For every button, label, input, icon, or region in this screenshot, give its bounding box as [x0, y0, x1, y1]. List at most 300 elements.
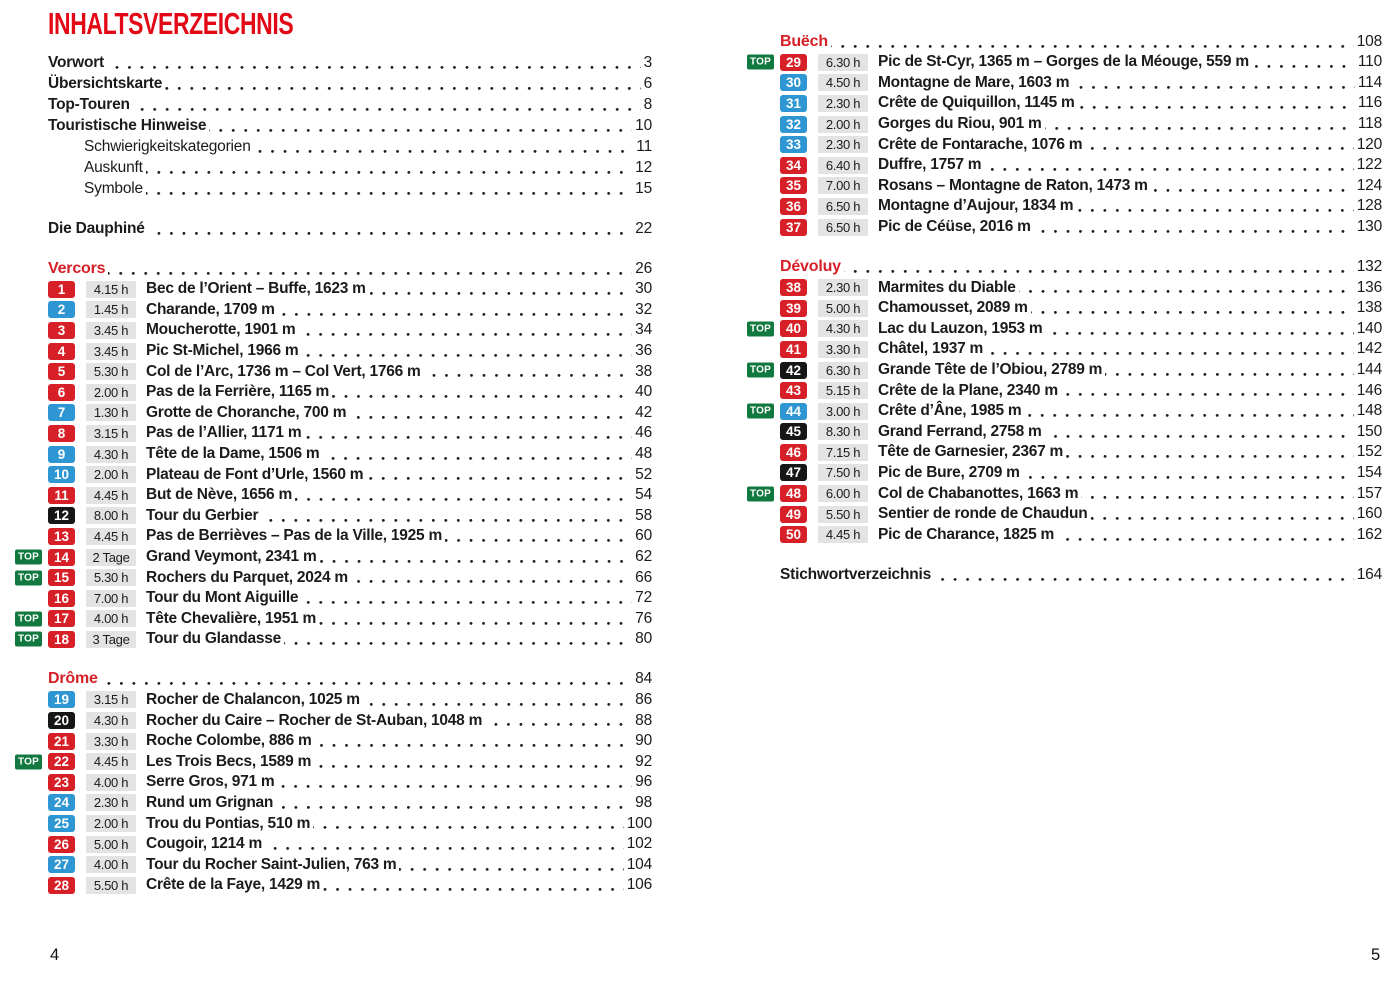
tour-title: Serre Gros, 971 m [146, 773, 275, 791]
section-page-number: 132 [1356, 257, 1382, 275]
section-page-number: 108 [1356, 32, 1382, 50]
tour-title: Tour du Gerbier [146, 506, 259, 524]
page-number: 120 [1356, 135, 1382, 153]
tour-entry [780, 463, 1382, 484]
page-number: 157 [1356, 484, 1382, 502]
tour-title: Tête de Garnesier, 2367 m [878, 443, 1064, 461]
tour-list [18, 690, 652, 896]
tour-number-badge: 48 [780, 485, 807, 502]
top-badge: TOP [747, 404, 774, 419]
dot-leader [322, 457, 632, 460]
page-number: 60 [635, 527, 652, 545]
duration-cell: 7.50 h [818, 464, 868, 481]
duration-cell: 5.15 h [818, 382, 868, 399]
dot-leader [265, 847, 624, 850]
tour-entry [780, 277, 1382, 298]
dot-leader [1078, 106, 1355, 109]
tour-title: Grotte de Choranche, 700 m [146, 403, 347, 421]
page-number: 46 [635, 424, 652, 442]
tour-number-badge: 30 [780, 74, 807, 91]
page-title: INHALTSVERZEICHNIS [48, 6, 294, 41]
dot-leader [133, 108, 641, 111]
tour-entry [780, 93, 1382, 114]
page-number: 92 [635, 752, 652, 770]
duration-cell: 4.00 h [86, 774, 136, 791]
page-number: 162 [1356, 525, 1382, 543]
tour-number-badge: 2 [48, 301, 75, 318]
tour-title: Châtel, 1937 m [878, 340, 984, 358]
tour-number-badge: 50 [780, 526, 807, 543]
duration-cell: 4.45 h [86, 528, 136, 545]
tour-entry [48, 772, 652, 793]
tour-number-badge: 46 [780, 444, 807, 461]
duration-cell: 6.30 h [818, 362, 868, 379]
tour-title: Pas de l’Allier, 1171 m [146, 424, 302, 442]
page-number: 62 [635, 548, 652, 566]
tour-title: Les Trois Becs, 1589 m [146, 752, 312, 770]
tour-number-badge: 32 [780, 116, 807, 133]
tour-title: Pic de Bure, 2709 m [878, 463, 1020, 481]
tour-number-badge: 21 [48, 733, 75, 750]
tour-title: But de Nève, 1656 m [146, 486, 293, 504]
section-title: Drôme [48, 670, 98, 688]
page-number: 118 [1357, 115, 1382, 133]
tour-number-badge: 36 [780, 198, 807, 215]
duration-cell: 4.45 h [818, 526, 868, 543]
duration-cell: 3.15 h [86, 691, 136, 708]
tour-number-badge: 8 [48, 425, 75, 442]
page-number: 152 [1356, 443, 1382, 461]
dot-leader [1066, 455, 1354, 458]
page-number: 142 [1356, 340, 1382, 358]
tour-entry [780, 217, 1382, 238]
page-number: 90 [635, 732, 652, 750]
tour-number-badge: 45 [780, 423, 807, 440]
dot-leader [148, 232, 633, 235]
dot-leader [934, 578, 1354, 581]
page-number: 72 [635, 589, 652, 607]
dot-leader [295, 498, 632, 501]
tour-title: Sentier de ronde de Chaudun [878, 505, 1088, 523]
dot-leader [165, 87, 640, 90]
duration-cell: 3.45 h [86, 322, 136, 339]
duration-cell: 2.30 h [86, 794, 136, 811]
dot-leader [284, 642, 632, 645]
page-number: 150 [1356, 422, 1382, 440]
page-number: 32 [635, 300, 652, 318]
duration-cell: 2.30 h [818, 136, 868, 153]
tour-title: Cougoir, 1214 m [146, 835, 262, 853]
duration-cell: 4.15 h [86, 281, 136, 298]
tour-title: Tour du Glandasse [146, 630, 281, 648]
duration-cell: 2.30 h [818, 279, 868, 296]
tour-title: Marmites du Diable [878, 278, 1016, 296]
tour-title: Pic de St-Cyr, 1365 m – Gorges de la Méouge, 559 m [878, 53, 1249, 71]
duration-cell: 6.40 h [818, 157, 868, 174]
top-badge: TOP [747, 363, 774, 378]
dot-leader [323, 888, 624, 891]
duration-cell: 3.00 h [818, 403, 868, 420]
duration-cell: 5.00 h [818, 300, 868, 317]
tour-entry [48, 875, 652, 896]
duration-cell: 5.50 h [86, 877, 136, 894]
toc-entry-page-number: 11 [636, 137, 652, 155]
tour-entry [750, 319, 1382, 340]
dot-leader [349, 416, 632, 419]
tour-number-badge: 18 [48, 631, 75, 648]
tour-entry [48, 506, 652, 527]
tour-title: Duffre, 1757 m [878, 156, 982, 174]
page-number: 76 [635, 609, 652, 627]
index-entry-label: Stichwortverzeichnis [780, 565, 932, 583]
dot-leader [298, 333, 632, 336]
duration-cell: 2.00 h [818, 116, 868, 133]
tour-title: Rocher de Chalancon, 1025 m [146, 690, 360, 708]
tour-title: Pic de Céüse, 2016 m [878, 218, 1031, 236]
dot-leader [399, 868, 623, 871]
tour-entry [48, 834, 652, 855]
section-heading [780, 256, 1382, 277]
tour-number-badge: 42 [780, 362, 807, 379]
top-badge: TOP [747, 486, 774, 501]
tour-title: Rund um Grignan [146, 793, 274, 811]
tour-number-badge: 12 [48, 507, 75, 524]
tour-number-badge: 49 [780, 506, 807, 523]
toc-entry-page-number: 22 [635, 219, 652, 237]
tour-list [18, 279, 652, 650]
dot-leader [844, 270, 1354, 273]
tour-number-badge: 10 [48, 466, 75, 483]
tour-entry [780, 380, 1382, 401]
top-badge: TOP [747, 55, 774, 70]
page-number: 30 [635, 280, 652, 298]
duration-cell: 1.45 h [86, 301, 136, 318]
top-badge: TOP [15, 611, 42, 626]
toc-entry-label: Auskunft [84, 158, 143, 176]
tour-entry [48, 588, 652, 609]
tour-number-badge: 28 [48, 877, 75, 894]
dot-leader [301, 601, 632, 604]
page-number: 88 [635, 711, 652, 729]
right-page [750, 12, 1382, 585]
tour-list [750, 277, 1382, 545]
page-number: 122 [1356, 156, 1382, 174]
tour-number-badge: 34 [780, 157, 807, 174]
right-sections [750, 31, 1382, 545]
duration-cell: 4.00 h [86, 856, 136, 873]
duration-cell: 5.30 h [86, 569, 136, 586]
section-title: Buëch [780, 32, 828, 50]
tour-entry [48, 403, 652, 424]
dot-leader [1023, 476, 1354, 479]
dot-leader [984, 168, 1353, 171]
tour-title: Crête de la Plane, 2340 m [878, 381, 1058, 399]
tour-title: Grand Veymont, 2341 m [146, 548, 317, 566]
duration-cell: 4.45 h [86, 487, 136, 504]
tour-number-badge: 40 [780, 320, 807, 337]
tour-entry [750, 52, 1382, 73]
tour-number-badge: 24 [48, 794, 75, 811]
tour-entry [780, 134, 1382, 155]
duration-cell: 2.30 h [818, 95, 868, 112]
dot-leader [1034, 230, 1354, 233]
page-number: 138 [1356, 299, 1382, 317]
dot-leader [351, 580, 632, 583]
tour-title: Tour du Mont Aiguille [146, 589, 299, 607]
duration-cell: 6.50 h [818, 219, 868, 236]
tour-number-badge: 37 [780, 219, 807, 236]
tour-entry [780, 339, 1382, 360]
tour-entry [780, 504, 1382, 525]
duration-cell: 2.00 h [86, 815, 136, 832]
toc-entry-label: Symbole [84, 179, 143, 197]
duration-cell: 5.50 h [818, 506, 868, 523]
section-heading [48, 669, 652, 690]
tour-title: Charande, 1709 m [146, 300, 275, 318]
section-title: Vercors [48, 259, 106, 277]
page-number: 58 [635, 506, 652, 524]
duration-cell: 3 Tage [86, 631, 136, 648]
tour-entry [48, 526, 652, 547]
tour-entry [48, 341, 652, 362]
dot-leader [1045, 435, 1354, 438]
page-number: 102 [626, 835, 652, 853]
tour-number-badge: 35 [780, 177, 807, 194]
left-folio: 4 [50, 946, 59, 964]
page-number: 38 [635, 362, 652, 380]
dot-leader [1090, 517, 1353, 520]
dot-leader [445, 539, 632, 542]
page-number: 52 [635, 465, 652, 483]
duration-cell: 6.00 h [818, 485, 868, 502]
tour-entry [48, 279, 652, 300]
tour-entry [780, 114, 1382, 135]
toc-entry [48, 115, 652, 136]
tour-number-badge: 41 [780, 341, 807, 358]
toc-entry [48, 52, 652, 73]
page-number: 40 [635, 383, 652, 401]
tour-number-badge: 38 [780, 279, 807, 296]
duration-cell: 5.30 h [86, 363, 136, 380]
page-number: 148 [1356, 402, 1382, 420]
tour-title: Moucherotte, 1901 m [146, 321, 296, 339]
top-badge: TOP [15, 632, 42, 647]
tour-title: Chamousset, 2089 m [878, 299, 1028, 317]
page-number: 110 [1357, 53, 1382, 71]
tour-entry [750, 401, 1382, 422]
dot-leader [1045, 127, 1355, 130]
tour-number-badge: 27 [48, 856, 75, 873]
page-number: 160 [1356, 505, 1382, 523]
page-number: 106 [626, 876, 652, 894]
tour-entry [48, 423, 652, 444]
tour-title: Roche Colombe, 886 m [146, 732, 312, 750]
dot-leader [254, 150, 634, 153]
page-number: 98 [635, 793, 652, 811]
page-number: 154 [1356, 463, 1382, 481]
page-number: 96 [635, 773, 652, 791]
tour-number-badge: 1 [48, 281, 75, 298]
tour-title: Trou du Pontias, 510 m [146, 814, 311, 832]
toc-entry-label: Top-Touren [48, 95, 130, 113]
toc-section [18, 669, 652, 896]
page-number: 80 [635, 630, 652, 648]
tour-title: Tête Chevalière, 1951 m [146, 609, 317, 627]
duration-cell: 8.00 h [86, 507, 136, 524]
tour-title: Bec de l’Orient – Buffe, 1623 m [146, 280, 366, 298]
page-number: 114 [1357, 73, 1382, 91]
tour-number-badge: 14 [48, 549, 75, 566]
tour-title: Grand Ferrand, 2758 m [878, 422, 1042, 440]
tour-number-badge: 6 [48, 384, 75, 401]
page-number: 144 [1356, 361, 1382, 379]
dot-leader [369, 292, 632, 295]
dot-leader [831, 45, 1354, 48]
page-number: 100 [626, 814, 652, 832]
index-entry-page-number: 164 [1356, 565, 1382, 583]
dot-leader [986, 352, 1354, 355]
tour-number-badge: 33 [780, 136, 807, 153]
section-heading [780, 31, 1382, 52]
tour-entry [48, 485, 652, 506]
duration-cell: 4.00 h [86, 610, 136, 627]
toc-entry-page-number: 10 [635, 116, 652, 134]
duration-cell: 4.50 h [818, 74, 868, 91]
dot-leader [1076, 209, 1353, 212]
dot-leader [146, 171, 632, 174]
page-number: 66 [635, 568, 652, 586]
tour-number-badge: 43 [780, 382, 807, 399]
page-number: 54 [635, 486, 652, 504]
dot-leader [1061, 393, 1354, 396]
tour-title: Crête de Quiquillon, 1145 m [878, 94, 1075, 112]
dot-leader [1151, 189, 1354, 192]
top-badge: TOP [15, 754, 42, 769]
dot-leader [1024, 414, 1353, 417]
tour-entry [18, 547, 652, 568]
page-number: 86 [635, 690, 652, 708]
tour-number-badge: 16 [48, 590, 75, 607]
tour-entry [780, 73, 1382, 94]
page-number: 48 [635, 445, 652, 463]
page-number: 128 [1356, 197, 1382, 215]
duration-cell: 3.15 h [86, 425, 136, 442]
dot-leader [108, 272, 632, 275]
duration-cell: 2.00 h [86, 466, 136, 483]
toc-entry-label: Schwierigkeitskategorien [84, 137, 251, 155]
page-number: 140 [1356, 319, 1382, 337]
left-page [18, 6, 652, 896]
section-page-number: 26 [635, 259, 652, 277]
top-badge: TOP [15, 570, 42, 585]
tour-number-badge: 15 [48, 569, 75, 586]
tour-entry [750, 360, 1382, 381]
left-sections [18, 258, 652, 896]
top-badge: TOP [15, 550, 42, 565]
tour-entry [48, 854, 652, 875]
dot-leader [314, 765, 632, 768]
tour-entry [48, 710, 652, 731]
tour-title: Plateau de Font d’Urle, 1560 m [146, 465, 364, 483]
tour-number-badge: 5 [48, 363, 75, 380]
duration-cell: 8.30 h [818, 423, 868, 440]
toc-entry-page-number: 8 [643, 95, 652, 113]
front-matter-list [48, 52, 652, 239]
index-entry [780, 564, 1382, 585]
dot-leader [146, 192, 632, 195]
duration-cell: 4.30 h [86, 446, 136, 463]
dot-leader [1057, 538, 1354, 541]
dot-leader [424, 374, 633, 377]
duration-cell: 3.30 h [86, 733, 136, 750]
page-number: 36 [635, 342, 652, 360]
tour-number-badge: 9 [48, 446, 75, 463]
tour-title: Tour du Rocher Saint-Julien, 763 m [146, 855, 397, 873]
dot-leader [301, 354, 632, 357]
duration-cell: 5.00 h [86, 836, 136, 853]
toc-entry-page-number: 6 [643, 74, 652, 92]
toc-entry-page-number: 15 [635, 179, 652, 197]
tour-entry [780, 524, 1382, 545]
tour-entry [18, 609, 652, 630]
toc-entry [48, 178, 652, 199]
dot-leader [1045, 332, 1353, 335]
right-folio: 5 [1371, 946, 1380, 964]
page-number: 146 [1356, 381, 1382, 399]
section-heading [48, 258, 652, 279]
tour-entry [48, 731, 652, 752]
tour-number-badge: 4 [48, 343, 75, 360]
duration-cell: 3.45 h [86, 343, 136, 360]
tour-title: Pas de Berrièves – Pas de la Ville, 1925 m [146, 527, 442, 545]
tour-number-badge: 29 [780, 54, 807, 71]
tour-title: Montagne d’Aujour, 1834 m [878, 197, 1074, 215]
duration-cell: 7.15 h [818, 444, 868, 461]
toc-entry [48, 157, 652, 178]
dot-leader [363, 703, 632, 706]
page-number: 130 [1356, 218, 1382, 236]
toc-entry-label: Übersichtskarte [48, 74, 163, 92]
tour-list [750, 52, 1382, 237]
duration-cell: 4.30 h [818, 320, 868, 337]
duration-cell: 6.50 h [818, 198, 868, 215]
toc-section [750, 256, 1382, 545]
tour-entry [18, 567, 652, 588]
dot-leader [332, 395, 632, 398]
top-badge: TOP [747, 321, 774, 336]
tour-number-badge: 23 [48, 774, 75, 791]
tour-title: Montagne de Mare, 1603 m [878, 73, 1070, 91]
tour-number-badge: 22 [48, 753, 75, 770]
duration-cell: 2.00 h [86, 384, 136, 401]
toc-entry [48, 73, 652, 94]
dot-leader [319, 622, 632, 625]
tour-entry [780, 176, 1382, 197]
dot-leader [366, 477, 632, 480]
tour-number-badge: 31 [780, 95, 807, 112]
tour-number-badge: 25 [48, 815, 75, 832]
tour-title: Col de l’Arc, 1736 m – Col Vert, 1766 m [146, 362, 421, 380]
dot-leader [107, 66, 641, 69]
tour-entry [18, 629, 652, 650]
dot-leader [209, 129, 632, 132]
dot-leader [1105, 373, 1354, 376]
tour-title: Pic St-Michel, 1966 m [146, 342, 299, 360]
duration-cell: 4.45 h [86, 753, 136, 770]
tour-entry [48, 382, 652, 403]
tour-number-badge: 13 [48, 528, 75, 545]
tour-number-badge: 20 [48, 712, 75, 729]
